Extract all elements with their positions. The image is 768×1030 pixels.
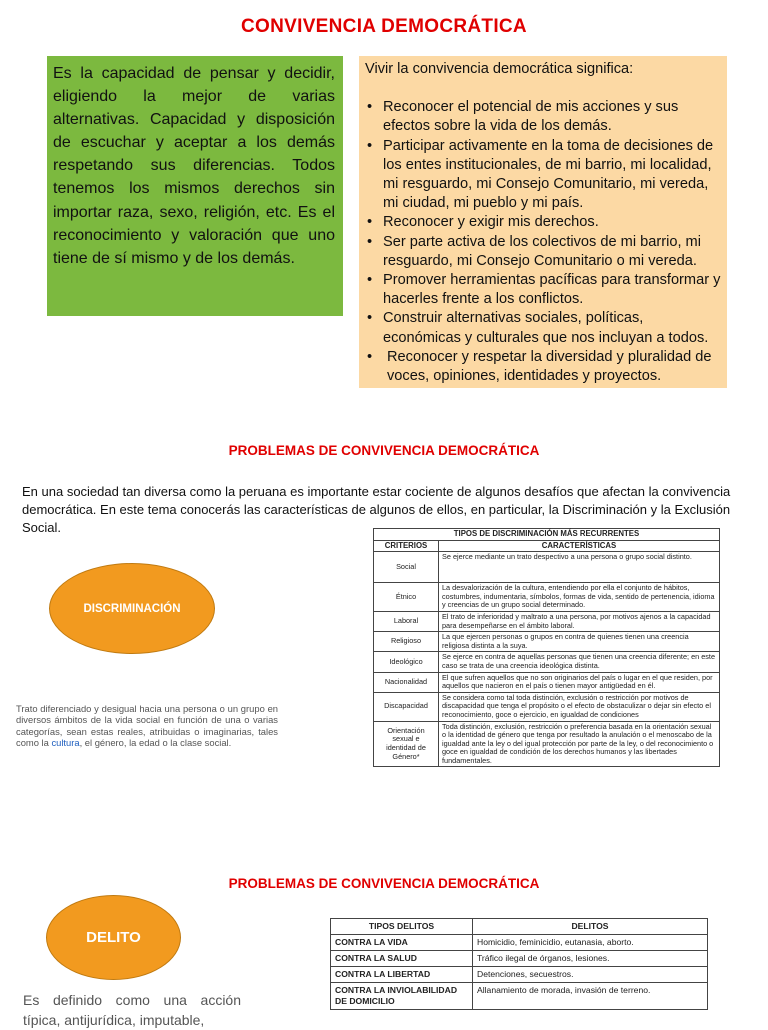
disc-def-text: Trato diferenciado y desigual hacia una persona o un grupo en diversos ámbitos de la vida social en función de una o varias categorías, sean estas reales, atribuidas o imaginarias, tales como la <box>16 703 278 749</box>
vivir-convivencia-box <box>359 56 727 388</box>
table-row <box>331 967 708 983</box>
table-cell: CONTRA LA VIDA <box>331 935 473 951</box>
list-item: • Construir alternativas sociales, políticas, económicas y culturales que nos incluyan a todos. <box>365 309 721 347</box>
table-cell: Toda distinción, exclusión, restricción o preferencia basada en la orientación sexual o la identidad de género que tenga por resultado la anulación o el menoscabo de la igualdad ante la ley o del igual protección por parte de la ley, o del reconocimiento o goce en igualdad de condición de los derechos humanos y las libertades fundamentales. <box>439 721 720 767</box>
delito-oval <box>46 895 181 980</box>
discriminacion-oval <box>49 563 215 654</box>
table-row <box>331 983 708 1010</box>
cultura-link[interactable]: cultura <box>51 737 80 749</box>
table-cell: Se considera como tal toda distinción, exclusión o restricción por motivos de discapacidad que tenga el propósito o el efecto de obstaculizar o dejar sin efecto el reconocimiento, goce o ejercicio, en igualdad de condiciones <box>439 692 720 721</box>
definition-box <box>47 56 343 316</box>
section-title-problemas: PROBLEMAS DE CONVIVENCIA DEMOCRÁTICA <box>228 443 540 458</box>
list-item: • Promover herramientas pacíficas para transformar y hacerles frente a los conflictos. <box>365 271 721 309</box>
vivir-intro: Vivir la convivencia democrática significa: <box>365 61 634 77</box>
column-header: DELITOS <box>473 919 708 935</box>
table-row <box>374 611 720 631</box>
list-item: • Participar activamente en la toma de decisiones de los entes institucionales, de mi barrio, mi localidad, mi resguardo, mi Consejo Comunitario, mi vereda, mi ciudad, mi pueblo y mi país. <box>365 137 721 214</box>
table-cell: El trato de inferioridad y maltrato a una persona, por motivos ajenos a la capacidad para desempeñarse en el ámbito laboral. <box>439 611 720 631</box>
list-item: • Reconocer y exigir mis derechos. <box>365 213 721 232</box>
table-row <box>374 583 720 612</box>
table-cell: Social <box>374 552 439 583</box>
table-row <box>374 552 720 583</box>
table-row <box>374 632 720 652</box>
table-cell: Étnico <box>374 583 439 612</box>
table-cell: Homicidio, feminicidio, eutanasia, aborto. <box>473 935 708 951</box>
table-cell: Allanamiento de morada, invasión de terreno. <box>473 983 708 1010</box>
discriminacion-definition <box>16 703 278 749</box>
definition-text: Es la capacidad de pensar y decidir, eligiendo la mejor de varias alternativas. Capacidad y disposición de escuchar y aceptar a los demás respetando sus diferencias. Todos tenemos los mismos derechos sin importar raza, sexo, religión, etc. Es el reconocimiento y valoración que uno tiene de sí mismo y de los demás. <box>53 65 335 267</box>
delitos-table <box>330 918 708 1010</box>
table-cell: Orientación sexual e identidad de Género* <box>374 721 439 767</box>
table-row <box>374 692 720 721</box>
section-title-problemas-2: PROBLEMAS DE CONVIVENCIA DEMOCRÁTICA <box>228 876 540 891</box>
table-cell: Nacionalidad <box>374 672 439 692</box>
intro-paragraph: En una sociedad tan diversa como la peruana es importante estar cociente de algunos desafíos que afectan la convivencia democrática. En este tema conocerás las características de algunos de ellos, en particular, la Discriminación y la Exclusión Social. <box>22 484 731 535</box>
vivir-list <box>365 98 721 386</box>
table-row <box>374 721 720 767</box>
disc-def-text-end: , el género, la edad o la clase social. <box>79 737 232 749</box>
table-cell: El que sufren aquellos que no son originarios del país o lugar en el que residen, por aquellos que nacieron en el país o tienen mayor antigüedad en él. <box>439 672 720 692</box>
table-cell: Se ejerce mediante un trato despectivo a una persona o grupo social distinto. <box>439 552 720 583</box>
table-cell: La desvalorización de la cultura, entendiendo por ella el conjunto de hábitos, costumbres, indumentaria, símbolos, formas de vida, sentido de pertenencia, idioma y creencias de un grupo social determinado. <box>439 583 720 612</box>
table-cell: Se ejerce en contra de aquellas personas que tienen una creencia diferente; en este caso se trata de una creencia ideológica distinta. <box>439 652 720 672</box>
table-cell: CONTRA LA INVIOLABILIDAD DE DOMICILIO <box>331 983 473 1010</box>
table-cell: Tráfico ilegal de órganos, lesiones. <box>473 951 708 967</box>
table-cell: CONTRA LA SALUD <box>331 951 473 967</box>
delito-definition: Es definido como una acción típica, antijurídica, imputable, <box>23 992 241 1028</box>
delito-label: DELITO <box>86 929 141 946</box>
table-cell: Discapacidad <box>374 692 439 721</box>
table-cell: Detenciones, secuestros. <box>473 967 708 983</box>
list-item: • Reconocer el potencial de mis acciones y sus efectos sobre la vida de los demás. <box>365 98 721 136</box>
table-caption: TIPOS DE DISCRIMINACIÓN MÁS RECURRENTES <box>374 529 720 541</box>
table-row <box>374 672 720 692</box>
column-header: TIPOS DELITOS <box>331 919 473 935</box>
table-row <box>331 951 708 967</box>
list-item: • Ser parte activa de los colectivos de mi barrio, mi resguardo, mi Consejo Comunitario o mi vereda. <box>365 233 721 271</box>
table-cell: Laboral <box>374 611 439 631</box>
table-row <box>331 935 708 951</box>
page-title: CONVIVENCIA DEMOCRÁTICA <box>241 16 527 37</box>
table-cell: Ideológico <box>374 652 439 672</box>
table-cell: Religioso <box>374 632 439 652</box>
column-header: CRITERIOS <box>374 540 439 552</box>
list-item: • Reconocer y respetar la diversidad y pluralidad de voces, opiniones, identidades y proyectos. <box>365 348 721 386</box>
discriminacion-label: DISCRIMINACIÓN <box>83 602 181 615</box>
discriminacion-table <box>373 528 720 767</box>
table-cell: CONTRA LA LIBERTAD <box>331 967 473 983</box>
column-header: CARACTERÍSTICAS <box>439 540 720 552</box>
table-row <box>374 652 720 672</box>
table-cell: La que ejercen personas o grupos en contra de quienes tienen una creencia religiosa distinta a la suya. <box>439 632 720 652</box>
